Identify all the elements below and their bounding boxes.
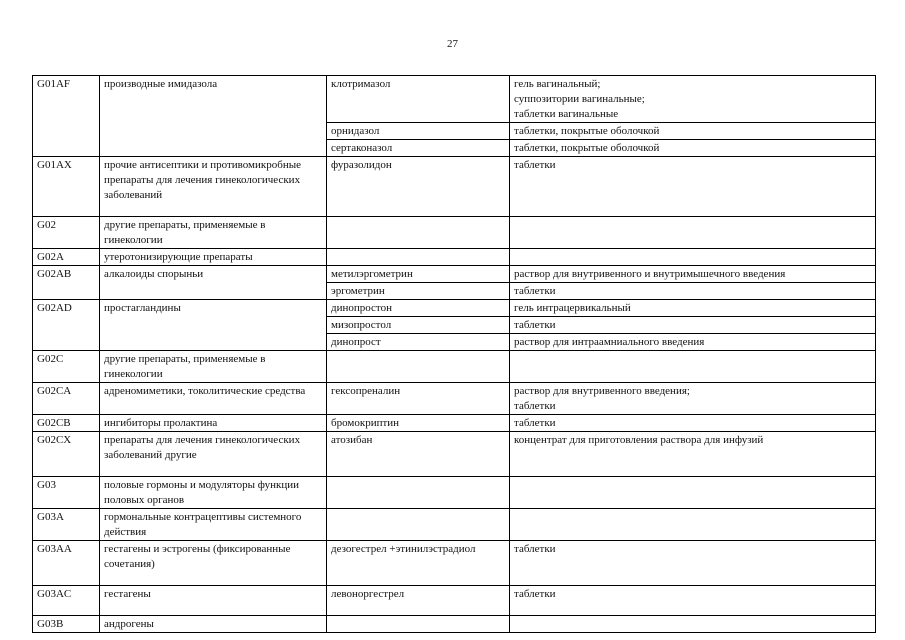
drug-name-cell <box>327 351 510 383</box>
drug-name-cell: динопрост <box>327 334 510 351</box>
dosage-form-line: суппозитории вагинальные; <box>514 93 645 105</box>
table-row <box>33 383 876 415</box>
group-name-cell: другие препараты, применяемые в гинекологии <box>100 217 327 249</box>
dosage-form-line: раствор для внутривенного введения; <box>514 385 690 397</box>
drug-name-cell: дезогестрел +этинилэстрадиол <box>327 541 510 586</box>
dosage-form-cell <box>510 477 876 509</box>
atc-code-cell: G02CB <box>33 415 100 432</box>
atc-code-cell: G02CA <box>33 383 100 415</box>
drug-name-cell: фуразолидон <box>327 157 510 217</box>
dosage-form-line: таблетки, покрытые оболочкой <box>514 142 660 154</box>
dosage-form-cell <box>510 586 876 616</box>
group-name-cell: половые гормоны и модуляторы функции половых органов <box>100 477 327 509</box>
atc-code-cell: G03AC <box>33 586 100 616</box>
dosage-form-cell <box>510 351 876 383</box>
group-name-cell: алкалоиды спорыньи <box>100 266 327 300</box>
group-name-cell: ингибиторы пролактина <box>100 415 327 432</box>
group-name-cell: препараты для лечения гинекологических заболеваний другие <box>100 432 327 477</box>
group-name-cell: производные имидазола <box>100 76 327 157</box>
drug-name-cell <box>327 217 510 249</box>
atc-code-cell: G02CX <box>33 432 100 477</box>
group-name-cell: утеротонизирующие препараты <box>100 249 327 266</box>
dosage-form-cell <box>510 509 876 541</box>
dosage-form-cell <box>510 432 876 477</box>
drug-name-cell: бромокриптин <box>327 415 510 432</box>
dosage-form-line: концентрат для приготовления раствора для инфузий <box>514 434 764 446</box>
dosage-form-cell <box>510 300 876 317</box>
group-name-cell: гормональные контрацептивы системного действия <box>100 509 327 541</box>
drug-name-cell: эргометрин <box>327 283 510 300</box>
dosage-form-cell <box>510 616 876 633</box>
drug-name-cell: гексопреналин <box>327 383 510 415</box>
atc-code-cell: G01AX <box>33 157 100 217</box>
drug-name-cell: мизопростол <box>327 317 510 334</box>
drug-name-cell <box>327 616 510 633</box>
drug-name-cell: левоноргестрел <box>327 586 510 616</box>
dosage-form-cell <box>510 249 876 266</box>
atc-code-cell: G02C <box>33 351 100 383</box>
dosage-form-line: таблетки <box>514 159 556 171</box>
group-name-cell: адреномиметики, токолитические средства <box>100 383 327 415</box>
dosage-form-cell <box>510 317 876 334</box>
dosage-form-line: таблетки <box>514 543 556 555</box>
dosage-form-line: таблетки вагинальные <box>514 108 619 120</box>
dosage-form-line: гель вагинальный; <box>514 78 601 90</box>
table-row <box>33 477 876 509</box>
drug-name-cell: метилэргометрин <box>327 266 510 283</box>
atc-code-cell: G02AD <box>33 300 100 351</box>
table-row <box>33 509 876 541</box>
table-row <box>33 616 876 633</box>
group-name-cell: простагландины <box>100 300 327 351</box>
drug-name-cell: сертаконазол <box>327 140 510 157</box>
dosage-form-line: раствор для внутривенного и внутримышечного введения <box>514 268 786 280</box>
drug-name-cell: динопростон <box>327 300 510 317</box>
table-row <box>33 76 876 123</box>
dosage-form-cell <box>510 541 876 586</box>
dosage-form-cell <box>510 140 876 157</box>
dosage-form-cell <box>510 415 876 432</box>
table-row <box>33 432 876 477</box>
table-row <box>33 415 876 432</box>
atc-code-cell: G01AF <box>33 76 100 157</box>
dosage-form-line: таблетки, покрытые оболочкой <box>514 125 660 137</box>
dosage-form-cell <box>510 334 876 351</box>
table-row <box>33 266 876 283</box>
dosage-form-cell <box>510 383 876 415</box>
drug-name-cell: атозибан <box>327 432 510 477</box>
group-name-cell: прочие антисептики и противомикробные препараты для лечения гинекологических заболеваний <box>100 157 327 217</box>
dosage-form-line: таблетки <box>514 319 556 331</box>
table-row <box>33 541 876 586</box>
atc-code-cell: G03 <box>33 477 100 509</box>
page-number: 27 <box>447 38 458 50</box>
drug-name-cell: орнидазол <box>327 123 510 140</box>
atc-code-cell: G03B <box>33 616 100 633</box>
atc-code-cell: G02AB <box>33 266 100 300</box>
group-name-cell: гестагены <box>100 586 327 616</box>
dosage-form-line: таблетки <box>514 417 556 429</box>
drug-name-cell <box>327 509 510 541</box>
table-row <box>33 217 876 249</box>
table-row <box>33 351 876 383</box>
table-row <box>33 586 876 616</box>
dosage-form-cell <box>510 157 876 217</box>
dosage-form-cell <box>510 76 876 123</box>
dosage-form-line: таблетки <box>514 588 556 600</box>
drug-name-cell <box>327 477 510 509</box>
dosage-form-cell <box>510 283 876 300</box>
dosage-form-cell <box>510 217 876 249</box>
dosage-form-line: гель интрацервикальный <box>514 302 631 314</box>
table-row <box>33 157 876 217</box>
drug-name-cell: клотримазол <box>327 76 510 123</box>
table-row <box>33 249 876 266</box>
atc-code-cell: G02 <box>33 217 100 249</box>
atc-code-cell: G03AA <box>33 541 100 586</box>
atc-table <box>32 75 876 633</box>
dosage-form-cell <box>510 266 876 283</box>
group-name-cell: гестагены и эстрогены (фиксированные сочетания) <box>100 541 327 586</box>
atc-code-cell: G03A <box>33 509 100 541</box>
drug-name-cell <box>327 249 510 266</box>
dosage-form-line: таблетки <box>514 285 556 297</box>
group-name-cell: андрогены <box>100 616 327 633</box>
group-name-cell: другие препараты, применяемые в гинекологии <box>100 351 327 383</box>
dosage-form-line: таблетки <box>514 400 556 412</box>
dosage-form-line: раствор для интраамниального введения <box>514 336 705 348</box>
dosage-form-cell <box>510 123 876 140</box>
atc-code-cell: G02A <box>33 249 100 266</box>
table-row <box>33 300 876 317</box>
